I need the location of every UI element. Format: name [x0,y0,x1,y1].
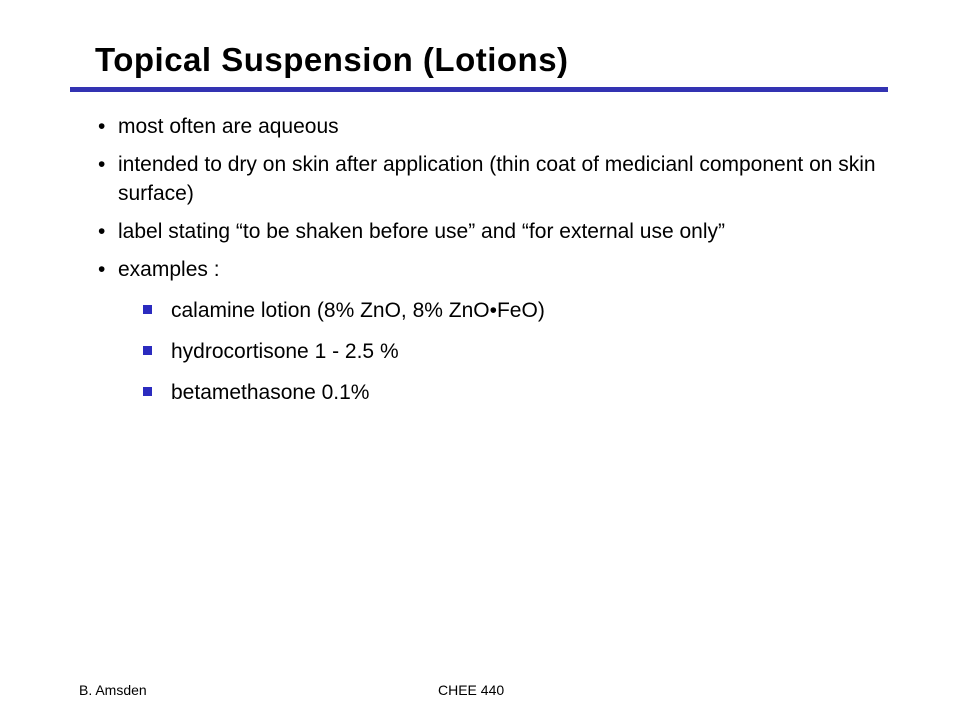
example-item [142,337,842,366]
bullet-dot-icon: • [98,115,106,138]
title-underline [70,87,888,92]
examples-list [142,296,842,419]
example-text: betamethasone 0.1% [171,381,370,404]
square-bullet-icon [143,387,152,396]
bullet-item [98,112,898,141]
footer-course: CHEE 440 [438,682,505,698]
square-bullet-icon [143,305,152,314]
bullet-dot-icon: • [98,258,106,281]
bullet-dot-icon: • [98,153,106,176]
bullet-list [98,112,898,293]
footer-author: B. Amsden [79,682,147,698]
bullet-text: label stating “to be shaken before use” and “for external use only” [118,220,726,243]
bullet-item [98,255,898,284]
example-text: hydrocortisone 1 - 2.5 % [171,340,399,363]
bullet-item [98,150,898,208]
bullet-text: intended to dry on skin after application (thin coat of medicianl component on skin surface) [118,153,876,205]
bullet-item [98,217,898,246]
square-bullet-icon [143,346,152,355]
example-text: calamine lotion (8% ZnO, 8% ZnO•FeO) [171,299,545,322]
example-item [142,378,842,407]
example-item [142,296,842,325]
bullet-text: most often are aqueous [118,115,339,138]
bullet-dot-icon: • [98,220,106,243]
bullet-text: examples : [118,258,220,281]
slide-title: Topical Suspension (Lotions) [95,41,569,78]
